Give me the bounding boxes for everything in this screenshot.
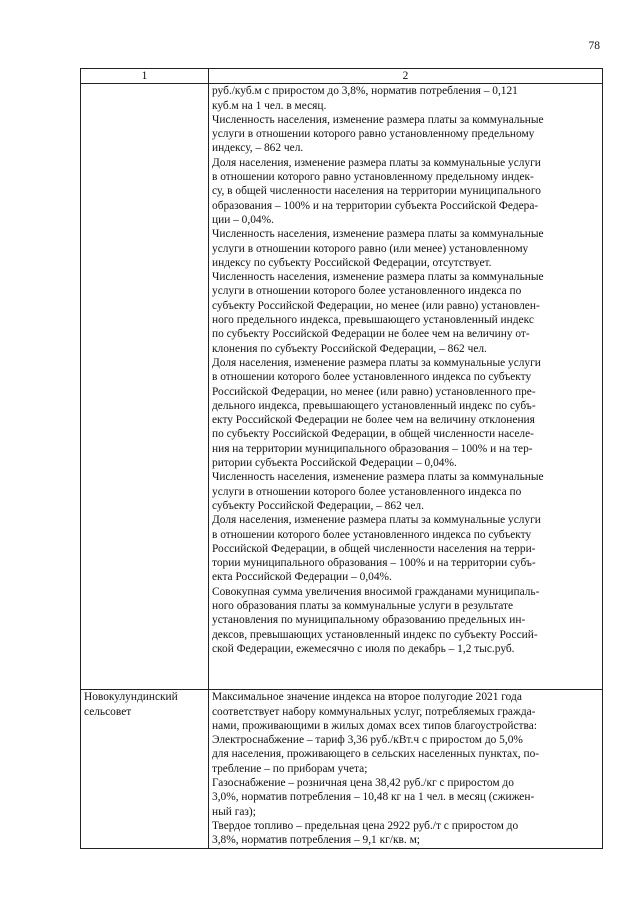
column-header-2: 2 bbox=[209, 69, 603, 84]
text-line: в отношении которого более установленного индекса по субъекту bbox=[212, 528, 532, 541]
text-line: ного образования платы за коммунальные услуги в результате bbox=[212, 599, 514, 612]
text-line: Российской Федерации, в общей численности населения на терри- bbox=[212, 542, 536, 555]
text-line: нами, проживающими в жилых домах всех типов благоустройства: bbox=[212, 719, 537, 732]
text-line: ный газ); bbox=[212, 805, 256, 818]
text-line: руб./куб.м с приростом до 3,8%, норматив потребления – 0,121 bbox=[212, 85, 518, 98]
text-line: услуги в отношении которого равно установленному предельному bbox=[212, 128, 535, 141]
text-line: для населения, проживающего в сельских населенных пунктах, по- bbox=[212, 748, 540, 761]
text-line: услуги в отношении которого более установленного индекса по bbox=[212, 485, 522, 498]
text-line: ции – 0,04%. bbox=[212, 213, 274, 226]
text-line: су, в общей численности населения на территории муниципального bbox=[212, 185, 541, 198]
table-row bbox=[81, 84, 603, 690]
text-line: Твердое топливо – предельная цена 2922 руб./т с приростом до bbox=[212, 819, 519, 832]
municipality-name-line: Новокулундинский bbox=[84, 691, 178, 704]
text-line: клонения по субъекту Российской Федерации, – 862 чел. bbox=[212, 342, 487, 355]
text-line: соответствует набору коммунальных услуг, потребляемых гражда- bbox=[212, 705, 536, 718]
description-cell bbox=[209, 690, 603, 849]
text-line: дексов, превышающих установленный индекс по субъекту Россий- bbox=[212, 628, 538, 641]
text-line: Доля населения, изменение размера платы за коммунальные услуги bbox=[212, 156, 541, 169]
text-line: ния на территории муниципального образования – 100% и на тер- bbox=[212, 442, 533, 455]
municipality-name-line: сельсовет bbox=[84, 705, 132, 718]
text-line: дельного индекса, превышающего установленный индекс по субъ- bbox=[212, 399, 536, 412]
text-line: Совокупная сумма увеличения вносимой гражданами муниципаль- bbox=[212, 585, 540, 598]
text-line: требление – по приборам учета; bbox=[212, 762, 368, 775]
text-line: ного предельного индекса, превышающего установленный индекс bbox=[212, 314, 534, 327]
text-line: Численность населения, изменение размера платы за коммунальные bbox=[212, 113, 544, 126]
municipality-cell bbox=[81, 84, 209, 690]
text-line: куб.м на 1 чел. в месяц. bbox=[212, 99, 327, 112]
text-line: субъекту Российской Федерации, – 862 чел. bbox=[212, 499, 424, 512]
text-line: Численность населения, изменение размера платы за коммунальные bbox=[212, 271, 544, 284]
text-line: екта Российской Федерации – 0,04%. bbox=[212, 571, 392, 584]
text-line: ской Федерации, ежемесячно с июля по декабрь – 1,2 тыс.руб. bbox=[212, 642, 515, 655]
text-line: Российской Федерации, но менее (или равно) установленного пре- bbox=[212, 385, 536, 398]
text-line: по субъекту Российской Федерации не более чем на величину от- bbox=[212, 328, 530, 341]
text-line: установления по муниципальному образованию предельных ин- bbox=[212, 614, 526, 627]
text-line: Электроснабжение – тариф 3,36 руб./кВт.ч с приростом до 5,0% bbox=[212, 734, 523, 747]
text-line: Максимальное значение индекса на второе полугодие 2021 года bbox=[212, 691, 522, 704]
text-line: индексу, – 862 чел. bbox=[212, 142, 304, 155]
column-header-1: 1 bbox=[81, 69, 209, 84]
text-line: 3,8%, норматив потребления – 9,1 кг/кв. м; bbox=[212, 834, 420, 847]
text-line: Доля населения, изменение размера платы за коммунальные услуги bbox=[212, 356, 541, 369]
text-line: Численность населения, изменение размера платы за коммунальные bbox=[212, 228, 544, 241]
text-line: тории муниципального образования – 100% и на территории субъ- bbox=[212, 557, 536, 570]
text-line: Доля населения, изменение размера платы за коммунальные услуги bbox=[212, 514, 541, 527]
text-line: образования – 100% и на территории субъекта Российской Федера- bbox=[212, 199, 539, 212]
text-line: Газоснабжение – розничная цена 38,42 руб./кг с приростом до bbox=[212, 777, 514, 790]
text-line: субъекту Российской Федерации, но менее (или равно) установлен- bbox=[212, 299, 540, 312]
municipality-cell bbox=[81, 690, 209, 849]
text-line: екту Российской Федерации не более чем на величину отклонения bbox=[212, 414, 535, 427]
text-line: в отношении которого более установленного индекса по субъекту bbox=[212, 371, 532, 384]
text-line: Численность населения, изменение размера платы за коммунальные bbox=[212, 471, 544, 484]
document-table bbox=[80, 68, 603, 849]
table-header-row bbox=[81, 69, 603, 84]
text-line: услуги в отношении которого более установленного индекса по bbox=[212, 285, 522, 298]
text-line: 3,0%, норматив потребления – 10,48 кг на 1 чел. в месяц (сжижен- bbox=[212, 791, 535, 804]
text-line: индексу по субъекту Российской Федерации, отсутствует. bbox=[212, 256, 492, 269]
text-line: ритории субъекта Российской Федерации – 0,04%. bbox=[212, 457, 457, 470]
text-line: в отношении которого равно установленному предельному индек- bbox=[212, 171, 534, 184]
text-line: услуги в отношении которого равно (или менее) установленному bbox=[212, 242, 529, 255]
description-cell bbox=[209, 84, 603, 690]
text-line: по субъекту Российской Федерации, в общей численности населе- bbox=[212, 428, 534, 441]
page-number: 78 bbox=[588, 40, 600, 52]
table-row bbox=[81, 690, 603, 849]
